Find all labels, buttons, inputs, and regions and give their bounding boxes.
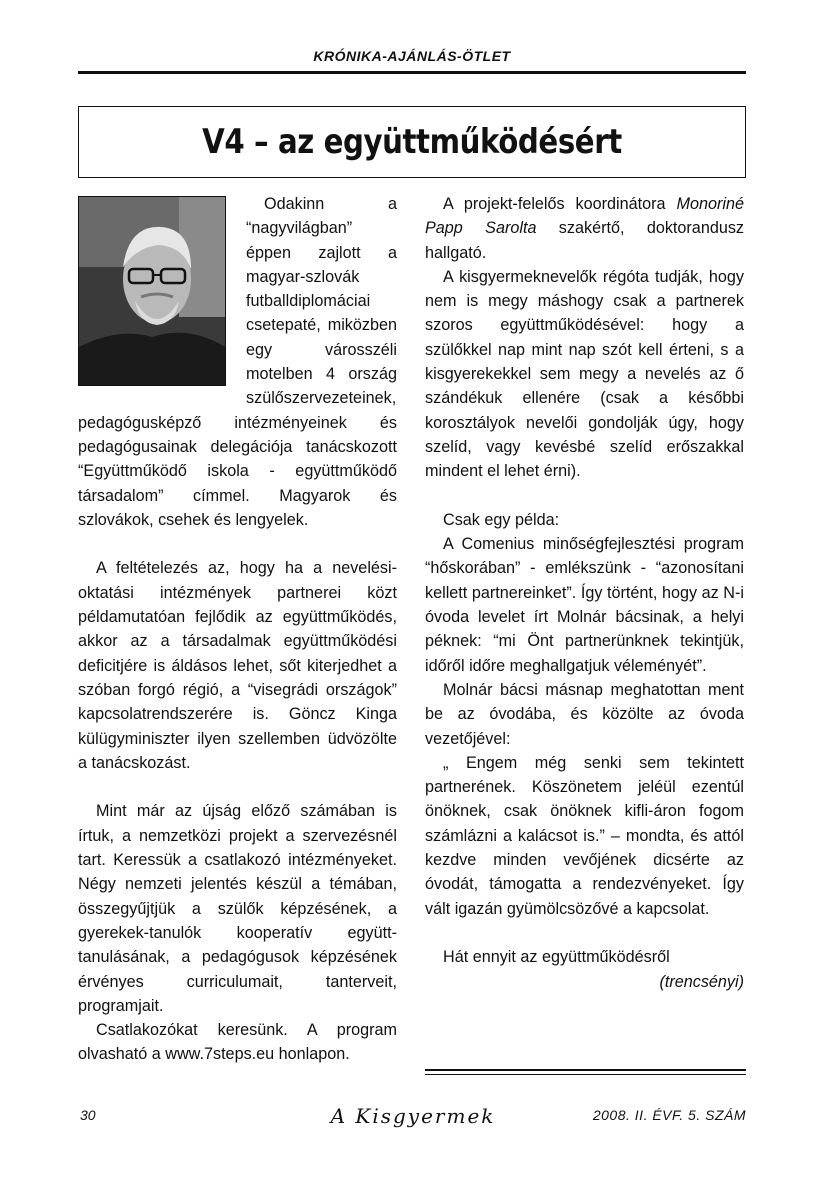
coordinator-name: Monoriné Papp Sarolta	[425, 195, 744, 238]
left-paragraph-2: A feltételezés az, hogy ha a nevelési-oktatási intézmények partnerei közt példamutatóan fejlődik az együttműködés, akkor az a társadalmak együttműködési deficitjére is áldásos lehet, sőt kiterjedhet a szóban forgó régió, a “visegrádi országok” kapcsolatrendszerére is. Göncz Kinga külügyminiszter ilyen szellemben üdvözölte a tanácskozást.	[78, 559, 397, 772]
magazine-name: A Kisgyermek	[330, 1104, 496, 1128]
title-box	[78, 106, 746, 178]
right-paragraph-2: A kisgyermeknevelők régóta tudják, hogy nem is megy máshogy csak a partnerek szoros együttműködésével: hogy a szülőkkel nap mint nap szót kell érteni, s a kisgyerekekkel sem megy a nevelés az ő szándékuk ellenére (csak a későbbi korosztályok nevelői gondolják úgy, hogy szelíd, vagy kevésbé szelíd erőszakkal mindent el lehet érni).	[425, 267, 744, 481]
right-paragraph-6: „ Engem még senki sem tekintett partnerének. Köszönetem jeléül ezentúl önöknek, csak önöknek kifli-áron fogom számlázni a kalácsot is.” – mondta, és attól kezdve minden vevőjének dicsérte az óvodát, támogatta a rendezvényeket. Így vált igazán gyümölcsözővé a kapcsolat.	[425, 753, 744, 918]
left-paragraph-3: Mint már az újság előző számában is írtuk, a nemzetközi projekt a szervezésnél tart. Keressük a csatlakozó intézményeket. Négy nemzeti jelentés készül a témában, összegyűjtjük a szülők képzésének, a gyerekek-tanulók kooperatív együtt-tanulásának, a pedagógusok képzésének érvényes curriculumait, tanterveit, programjait.	[78, 802, 397, 1015]
right-column	[425, 192, 744, 994]
running-head: KRÓNIKA-AJÁNLÁS-ÖTLET	[313, 48, 511, 64]
end-rule-thick	[425, 1069, 746, 1071]
right-paragraph-1	[425, 192, 744, 265]
coordinator-suffix: szakértő, doktorandusz hallgató.	[425, 219, 745, 262]
right-paragraph-4: A Comenius minőségfejlesztési program “hőskorában” - emlékszünk - “azonosítani kellett partnereinket”. Így történt, hogy az N-i óvoda levelet írt Molnár bácsinak, a helyi péknek: “mi Önt partnerünknek tekintjük, időről időre meghallgatjuk véleményét”.	[425, 535, 744, 675]
left-paragraph-4: Csatlakozókat keresünk. A program olvasható a www.7steps.eu honlapon.	[78, 1021, 397, 1064]
issue-info: 2008. II. ÉVF. 5. SZÁM	[592, 1107, 746, 1123]
left-column	[78, 192, 397, 1067]
article-title: V4 – az együttműködésért	[202, 122, 622, 162]
page-number: 30	[80, 1107, 96, 1123]
closing-line: Hát ennyit az együttműködésről	[443, 948, 670, 967]
right-paragraph-5: Molnár bácsi másnap meghatottan ment be az óvodába, és közölte az óvoda vezetőjével:	[425, 680, 744, 748]
author-photo	[78, 196, 226, 386]
left-paragraph-1: Odakinn a “nagyvilágban” éppen zajlott a magyar-szlovák futballdiplomáciai csetepaté, miközben egy városszéli motelben 4 ország szülőszervezeteinek, pedagógusképző intézményeinek és pedagógusainak delegációja tanácskozott “Együttműködő iskola - együttműködő társadalom” címmel. Magyarok és szlovákok, csehek és lengyelek.	[78, 195, 397, 529]
author-signature: (trencsényi)	[659, 972, 744, 991]
end-rule-thin	[425, 1074, 746, 1075]
right-paragraph-3: Csak egy példa:	[443, 510, 560, 529]
header-rule	[78, 71, 746, 74]
coordinator-prefix: A projekt-felelős koordinátora	[443, 195, 677, 213]
